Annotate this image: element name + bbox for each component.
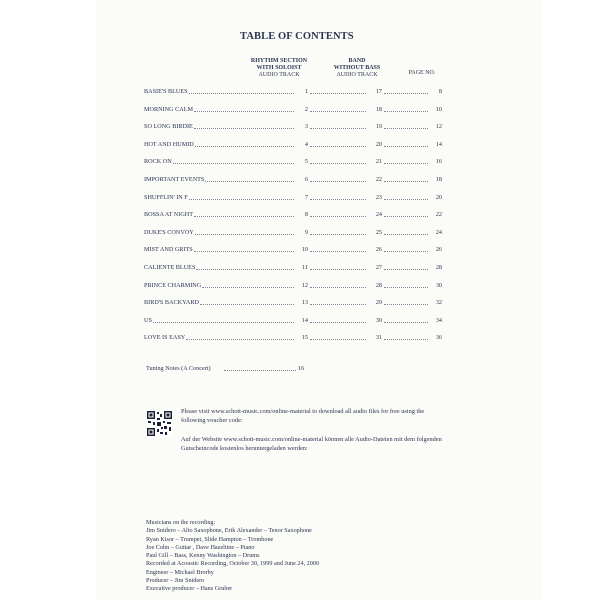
dot-leader <box>384 163 428 164</box>
toc-entry-track-with-soloist: 9 <box>304 228 308 236</box>
toc-entry-page-number: 36 <box>435 334 442 342</box>
dot-leader <box>205 181 294 182</box>
dot-leader <box>189 199 294 200</box>
dot-leader <box>310 216 366 217</box>
toc-entry <box>144 193 442 203</box>
column-header-line: PAGE NO. <box>408 70 436 76</box>
toc-entry-track-with-soloist: 6 <box>304 176 308 183</box>
dot-leader <box>310 93 366 94</box>
toc-entry-title: BOSSA AT NIGHT <box>144 211 194 219</box>
credit-line: Engineer – Michael Brorby <box>146 568 214 576</box>
toc-entry-title: MORNING CALM <box>144 105 193 113</box>
dot-leader <box>384 234 428 235</box>
credit-line: Paul Gill – Bass, Kenny Washington – Drums <box>146 552 260 560</box>
toc-entry-track-with-soloist: 13 <box>301 299 308 307</box>
dot-leader <box>195 146 294 147</box>
toc-entry-track-without-bass: 20 <box>375 140 382 148</box>
dot-leader <box>310 287 366 288</box>
toc-entry <box>144 122 442 132</box>
musicians-credits <box>146 519 436 594</box>
page-title: TABLE OF CONTENTS <box>240 31 354 42</box>
toc-entry-page-number: 24 <box>435 228 442 236</box>
toc-entry-title: SO LONG BIRDIE <box>144 123 193 131</box>
toc-entry <box>144 263 442 273</box>
toc-entry-track-without-bass: 30 <box>375 316 382 324</box>
toc-entry <box>144 87 442 97</box>
dot-leader <box>384 93 428 94</box>
dot-leader <box>310 146 366 147</box>
dot-leader <box>384 251 428 252</box>
column-header-line: AUDIO TRACK <box>336 72 378 78</box>
column-header-rhythm-section <box>247 58 311 79</box>
toc-entry-page-number: 8 <box>438 88 442 95</box>
dot-leader <box>384 269 428 270</box>
dot-leader <box>384 199 428 200</box>
column-header-line: AUDIO TRACK <box>258 72 300 78</box>
dot-leader <box>384 146 428 147</box>
column-header-line: BAND <box>348 58 366 64</box>
toc-entry <box>144 333 442 343</box>
credit-line: Jim Snidero – Alto Saxophone, Erik Alexander – Tenor Saxophone <box>146 527 312 535</box>
dot-leader <box>195 234 294 235</box>
toc-entry-title: ROCK ON <box>144 158 172 166</box>
dot-leader <box>200 304 294 305</box>
toc-entry-track-with-soloist: 15 <box>301 334 308 342</box>
toc-entry <box>144 140 442 150</box>
toc-entry-title: LOVE IS EASY <box>144 334 186 342</box>
voucher-text-german: Auf der Website www.schott-music.com/online-material können alle Audio-Dateien mit dem folgenden Gutscheincode kostenlos heruntergeladen werden: <box>181 436 442 452</box>
toc-entry-track-with-soloist: 12 <box>301 281 308 289</box>
dot-leader <box>186 339 294 340</box>
column-header-line: WITH SOLOIST <box>256 65 302 71</box>
qr-code-icon <box>146 410 173 437</box>
dot-leader <box>310 269 366 270</box>
toc-entry-page-number: 30 <box>435 281 442 289</box>
toc-entry <box>144 316 442 326</box>
toc-entry-track-with-soloist: 5 <box>304 158 308 166</box>
toc-entry-track-with-soloist: 7 <box>304 193 308 201</box>
toc-entry <box>144 228 442 238</box>
column-header-line: WITHOUT BASS <box>333 65 381 71</box>
toc-entry <box>144 105 442 115</box>
toc-entry-title: CALIENTE BLUES <box>144 264 196 271</box>
toc-entry-track-without-bass: 24 <box>375 211 382 219</box>
tuning-notes-label: Tuning Notes (A Concert) <box>146 365 211 372</box>
dot-leader <box>384 322 428 323</box>
toc-entry-page-number: 16 <box>435 158 442 166</box>
toc-entry-track-with-soloist: 3 <box>304 123 308 131</box>
dot-leader <box>310 322 366 323</box>
dot-leader <box>384 111 428 112</box>
dot-leader <box>310 304 366 305</box>
toc-entry-track-with-soloist: 11 <box>302 264 308 271</box>
toc-entry-title: BIRD'S BACKYARD <box>144 299 199 307</box>
toc-entry-title: BASIE'S BLUES <box>144 88 188 95</box>
dot-leader <box>310 111 366 112</box>
toc-entry-track-without-bass: 29 <box>375 299 382 307</box>
toc-entry-page-number: 26 <box>435 246 442 254</box>
toc-entry <box>144 210 442 220</box>
toc-entry-page-number: 12 <box>435 123 442 131</box>
dot-leader <box>384 216 428 217</box>
toc-entry <box>144 281 442 291</box>
voucher-text-english: Please visit www.schott-music.com/online-material to download all audio files for free using the following voucher code: <box>181 408 425 424</box>
dot-leader <box>194 128 294 129</box>
toc-entry-track-without-bass: 31 <box>375 334 382 342</box>
dot-leader <box>194 251 294 252</box>
toc-entry-track-without-bass: 26 <box>375 246 382 254</box>
toc-entry <box>144 157 442 167</box>
toc-entry-title: PRINCE CHARMING <box>144 281 202 289</box>
dot-leader <box>310 234 366 235</box>
voucher-text <box>181 408 443 464</box>
toc-entry-track-without-bass: 25 <box>375 228 382 236</box>
toc-entry-track-without-bass: 28 <box>375 281 382 289</box>
toc-entry-track-with-soloist: 10 <box>301 246 308 254</box>
toc-entry <box>144 245 442 255</box>
toc-entry-track-without-bass: 23 <box>375 193 382 201</box>
tuning-notes-row <box>146 364 316 374</box>
toc-entry-page-number: 18 <box>435 176 442 183</box>
toc-entry-title: IMPORTANT EVENTS <box>144 176 205 183</box>
dot-leader <box>384 304 428 305</box>
toc-entry <box>144 298 442 308</box>
dot-leader <box>202 287 294 288</box>
dot-leader <box>310 181 366 182</box>
toc-entry <box>144 175 442 185</box>
toc-entry-track-with-soloist: 2 <box>304 105 308 113</box>
dot-leader <box>384 181 428 182</box>
dot-leader <box>153 322 294 323</box>
credit-line: Executive producer – Hans Gruber <box>146 585 233 593</box>
credit-line: Joe Cohn – Guitar , Dave Hazeltine – Piano <box>146 543 255 551</box>
dot-leader <box>384 339 428 340</box>
toc-entry-title: SHUFFLIN' IN F <box>144 193 188 201</box>
dot-leader <box>310 163 366 164</box>
toc-entry-track-with-soloist: 1 <box>304 88 308 95</box>
credit-line: Recorded at Acoustic Recording, October 30, 1999 and June 24, 2000 <box>146 560 320 568</box>
column-header-band-without-bass <box>327 58 387 79</box>
dot-leader <box>194 216 294 217</box>
toc-entry-track-without-bass: 27 <box>375 264 382 271</box>
toc-entry-page-number: 28 <box>435 264 442 271</box>
toc-entry-track-without-bass: 19 <box>375 123 382 131</box>
dot-leader <box>196 269 294 270</box>
column-header-page-no <box>402 70 442 77</box>
dot-leader <box>189 93 294 94</box>
toc-entry-page-number: 14 <box>435 140 442 148</box>
dot-leader <box>173 163 294 164</box>
dot-leader <box>310 339 366 340</box>
dot-leader <box>194 111 294 112</box>
column-header-line: RHYTHM SECTION <box>250 58 308 64</box>
dot-leader <box>310 251 366 252</box>
dot-leader <box>224 370 296 371</box>
toc-entry-track-without-bass: 17 <box>375 88 382 95</box>
toc-entry-page-number: 20 <box>435 193 442 201</box>
toc-entry-title: HOT AND HUMID <box>144 140 194 148</box>
dot-leader <box>310 128 366 129</box>
toc-entry-title: US <box>144 316 152 324</box>
toc-entry-track-without-bass: 22 <box>375 176 382 183</box>
toc-entry-page-number: 34 <box>435 316 442 324</box>
credit-line: Producer – Jim Snidero <box>146 577 205 585</box>
dot-leader <box>384 128 428 129</box>
dot-leader <box>310 199 366 200</box>
toc-entry-track-with-soloist: 14 <box>301 316 308 324</box>
tuning-notes-track: 16 <box>298 365 305 372</box>
toc-entry-page-number: 32 <box>435 299 442 307</box>
toc-entry-page-number: 22 <box>435 211 442 219</box>
toc-entry-track-with-soloist: 8 <box>304 211 308 219</box>
toc-entry-page-number: 10 <box>435 105 442 113</box>
toc-entry-track-without-bass: 21 <box>375 158 382 166</box>
dot-leader <box>384 287 428 288</box>
toc-entry-title: DUKE'S CONVOY <box>144 228 194 236</box>
musicians-heading: Musicians on the recording: <box>146 519 216 526</box>
toc-entry-track-with-soloist: 4 <box>304 140 308 148</box>
toc-entry-title: MIST AND GRITS <box>144 246 193 254</box>
credit-line: Ryan Kisor – Trumpet, Slide Hampton – Trombone <box>146 535 274 543</box>
toc-entry-track-without-bass: 18 <box>375 105 382 113</box>
